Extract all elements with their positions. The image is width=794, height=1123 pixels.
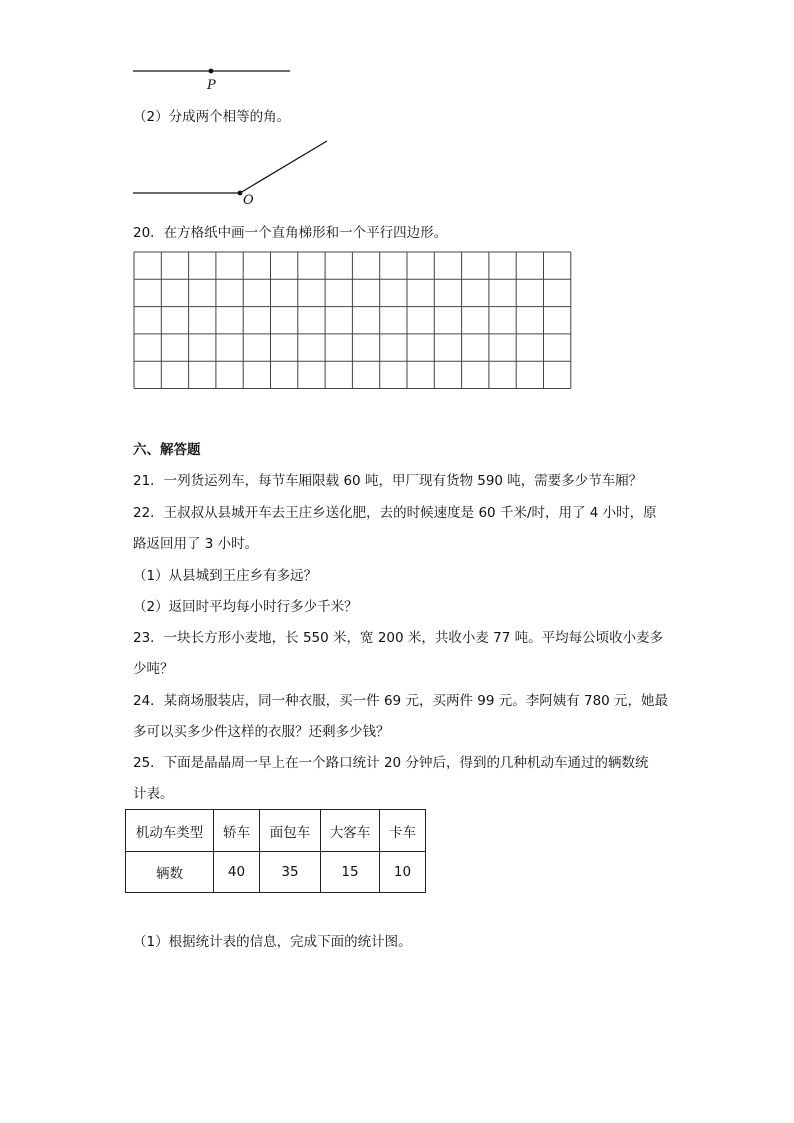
q22-line2: 路返回用了 3 小时。 bbox=[133, 536, 259, 552]
table-col-header: 大客车 bbox=[321, 810, 380, 852]
q22-part1: （1）从县城到王庄乡有多远？ bbox=[133, 568, 318, 584]
table-col-header: 卡车 bbox=[380, 810, 426, 852]
vertex-o-label: O bbox=[243, 193, 254, 208]
vertex-o-dot bbox=[238, 191, 243, 196]
q25-part1: （1）根据统计表的信息，完成下面的统计图。 bbox=[133, 934, 412, 950]
q24-line2: 多可以买多少件这样的衣服？还剩多少钱？ bbox=[133, 724, 390, 740]
q22-part2: （2）返回时平均每小时行多少千米？ bbox=[133, 599, 358, 615]
table-col-header: 面包车 bbox=[260, 810, 321, 852]
q23-line1: 23．一块长方形小麦地，长 550 米，宽 200 米，共收小麦 77 吨。平均每公顷收小麦多 bbox=[133, 630, 664, 646]
table-cell: 35 bbox=[260, 852, 321, 893]
point-p-label: P bbox=[207, 78, 216, 93]
q25-line1: 25．下面是晶晶周一早上在一个路口统计 20 分钟后，得到的几种机动车通过的辆数统 bbox=[133, 755, 649, 771]
q23-line2: 少吨？ bbox=[133, 661, 174, 677]
table-row-label: 辆数 bbox=[126, 852, 214, 893]
angle-slanted-ray bbox=[240, 141, 327, 193]
table-cell: 40 bbox=[214, 852, 260, 893]
q22-line1: 22．王叔叔从县城开车去王庄乡送化肥，去的时候速度是 60 千米/时，用了 4 小时，原 bbox=[133, 505, 657, 521]
angle-figure bbox=[125, 135, 335, 205]
square-grid bbox=[133, 251, 573, 391]
table-col-header: 轿车 bbox=[214, 810, 260, 852]
q19-part2-text: （2）分成两个相等的角。 bbox=[133, 109, 291, 125]
q25-line2: 计表。 bbox=[133, 786, 174, 802]
table-header-label: 机动车类型 bbox=[126, 810, 214, 852]
table-cell: 10 bbox=[380, 852, 426, 893]
table-row bbox=[126, 852, 426, 893]
table-cell: 15 bbox=[321, 852, 380, 893]
table-header-row bbox=[126, 810, 426, 852]
vehicle-count-table bbox=[125, 809, 426, 893]
q21-text: 21．一列货运列车，每节车厢限载 60 吨，甲厂现有货物 590 吨，需要多少节车厢？ bbox=[133, 473, 643, 489]
section-title: 六、解答题 bbox=[133, 442, 201, 458]
q24-line1: 24．某商场服装店，同一种衣服，买一件 69 元，买两件 99 元。李阿姨有 780 元，她最 bbox=[133, 693, 669, 709]
q20-text: 20．在方格纸中画一个直角梯形和一个平行四边形。 bbox=[133, 225, 448, 241]
point-p-dot bbox=[209, 69, 214, 74]
